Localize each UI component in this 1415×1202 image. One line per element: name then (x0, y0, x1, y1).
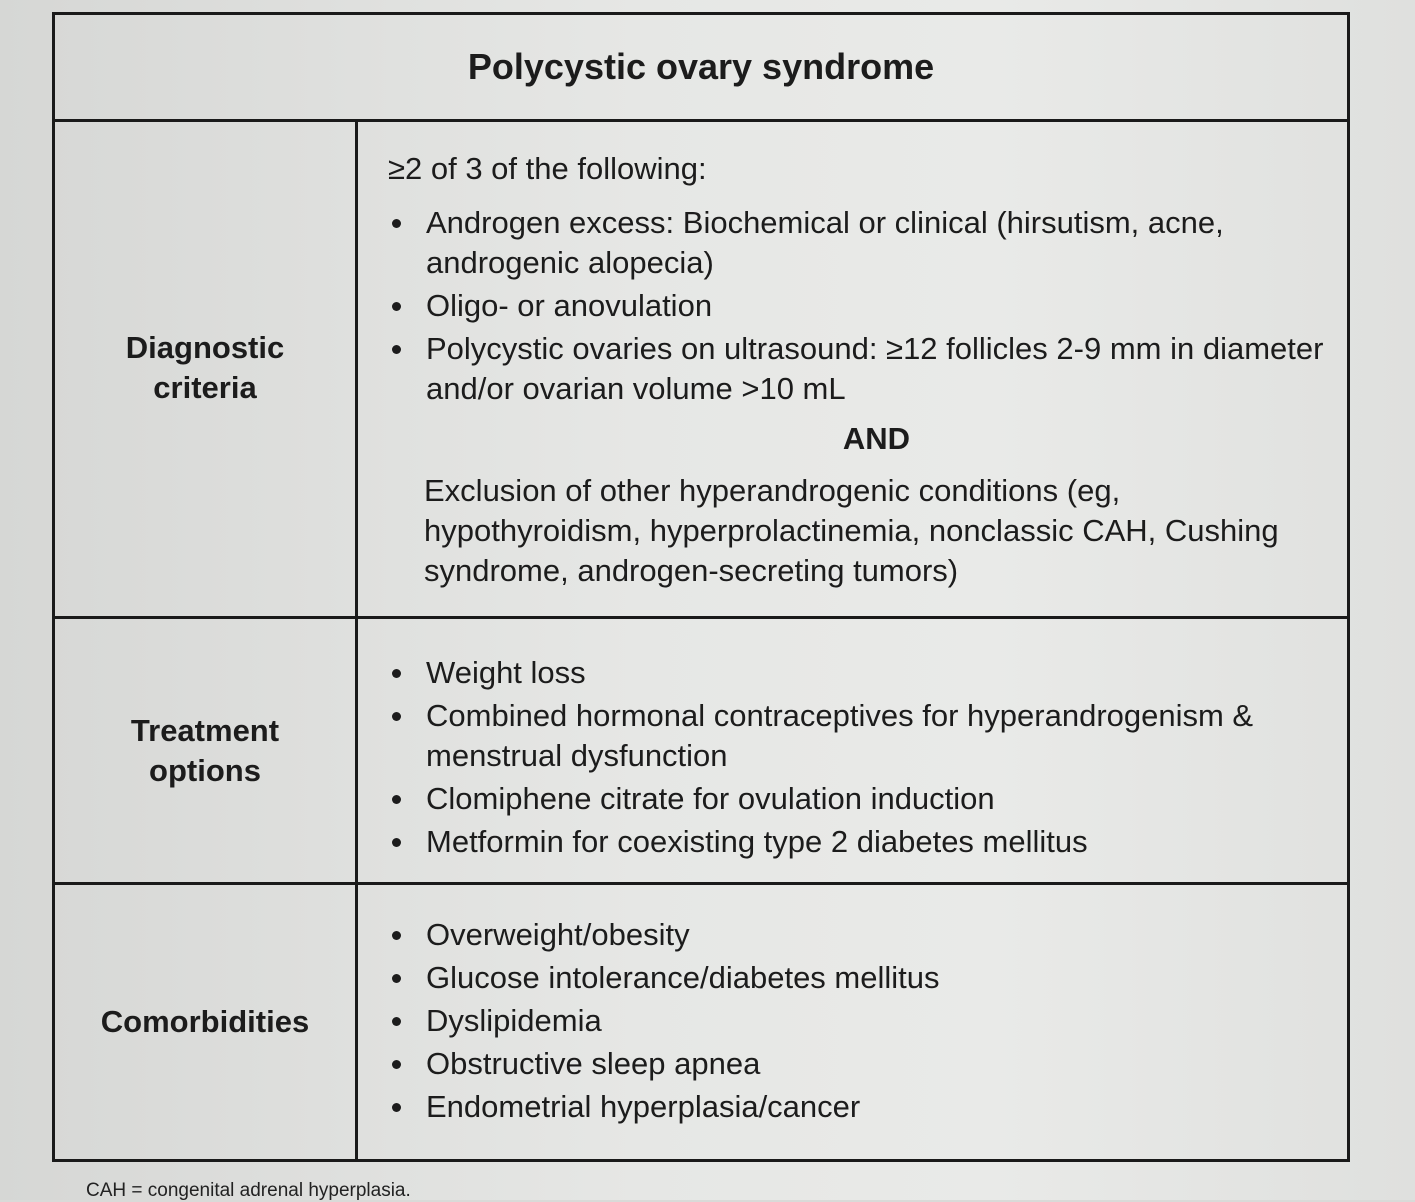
diagnostic-criteria-row (55, 119, 1347, 619)
bullet-icon (392, 669, 401, 678)
treatment-options-row (55, 619, 1347, 885)
bullet-icon (392, 795, 401, 804)
list-item (388, 653, 1327, 693)
list-item-text: Combined hormonal contraceptives for hyperandrogenism & menstrual dysfunction (426, 698, 1254, 773)
list-item-text: Glucose intolerance/diabetes mellitus (426, 960, 940, 995)
bullet-icon (392, 974, 401, 983)
bullet-icon (392, 712, 401, 721)
pcos-table (52, 12, 1350, 1162)
table-title: Polycystic ovary syndrome (55, 15, 1347, 122)
list-item-text: Overweight/obesity (426, 917, 690, 952)
list-item (388, 696, 1327, 776)
bullet-icon (392, 931, 401, 940)
bullet-icon (392, 1060, 401, 1069)
treatment-options-content (358, 619, 1347, 882)
treatment-list (388, 653, 1327, 862)
bullet-icon (392, 302, 401, 311)
list-item (388, 329, 1327, 409)
list-item (388, 915, 1327, 955)
list-item (388, 779, 1327, 819)
list-item (388, 203, 1327, 283)
list-item (388, 1044, 1327, 1084)
bullet-icon (392, 345, 401, 354)
list-item-text: Endometrial hyperplasia/cancer (426, 1089, 861, 1124)
list-item-text: Clomiphene citrate for ovulation induction (426, 781, 995, 816)
footnote: CAH = congenital adrenal hyperplasia. (86, 1180, 411, 1201)
list-item (388, 1001, 1327, 1041)
list-item-text: Weight loss (426, 655, 586, 690)
list-item (388, 822, 1327, 862)
list-item-text: Metformin for coexisting type 2 diabetes mellitus (426, 824, 1088, 859)
comorbidities-row (55, 885, 1347, 1159)
list-item-text: Obstructive sleep apnea (426, 1046, 761, 1081)
list-item-text: Dyslipidemia (426, 1003, 602, 1038)
comorbidities-list (388, 915, 1327, 1127)
row-label-comorbidities: Comorbidities (55, 885, 358, 1159)
and-label: AND (842, 421, 911, 456)
list-item (388, 1087, 1327, 1127)
diagnostic-criteria-content (358, 119, 1347, 616)
bullet-icon (392, 838, 401, 847)
bullet-icon (392, 1103, 401, 1112)
exclusion-text: Exclusion of other hyperandrogenic conditions (eg, hypothyroidism, hyperprolactinemia, nonclassic CAH, Cushing syndrome, androgen-secreting tumors) (424, 473, 1279, 588)
bullet-icon (392, 219, 401, 228)
bullet-icon (392, 1017, 401, 1026)
comorbidities-content (358, 885, 1347, 1159)
criteria-list (388, 203, 1327, 409)
row-label-treatment-options: Treatment options (55, 619, 358, 882)
list-item-text: Polycystic ovaries on ultrasound: ≥12 follicles 2-9 mm in diameter and/or ovarian volume >10 mL (426, 331, 1324, 406)
criteria-intro: ≥2 of 3 of the following: (388, 151, 707, 186)
list-item-text: Oligo- or anovulation (426, 288, 713, 323)
list-item (388, 286, 1327, 326)
row-label-diagnostic-criteria: Diagnostic criteria (55, 119, 358, 616)
list-item (388, 958, 1327, 998)
list-item-text: Androgen excess: Biochemical or clinical (hirsutism, acne, androgenic alopecia) (426, 205, 1224, 280)
